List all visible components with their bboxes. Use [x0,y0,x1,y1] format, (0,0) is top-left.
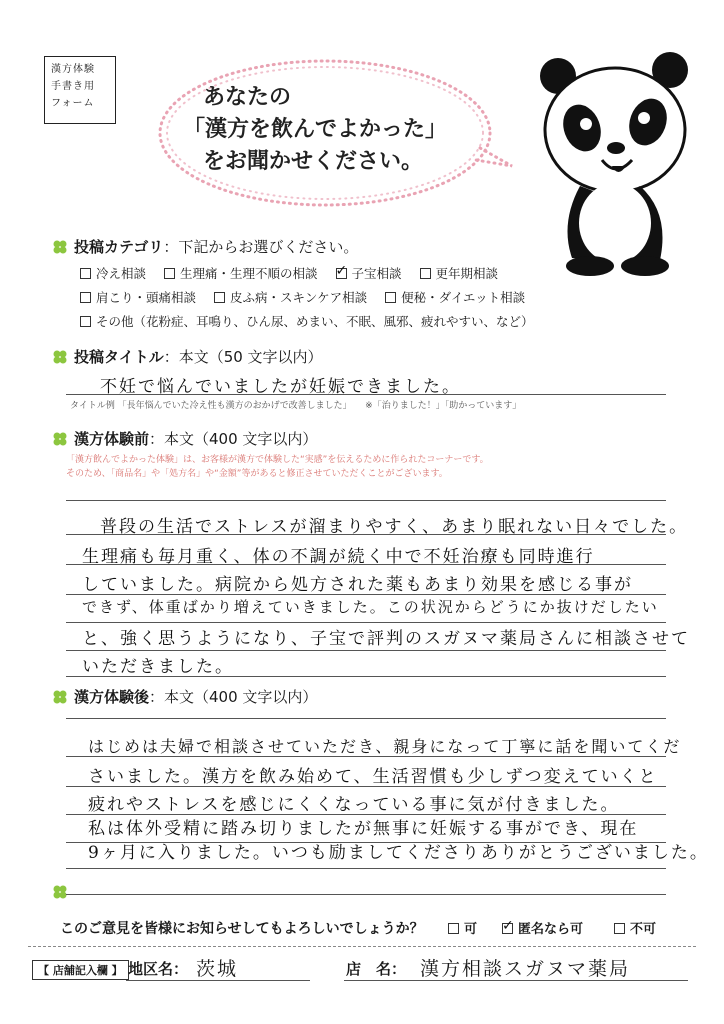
after-text-line[interactable]: 9ヶ月に入りました。いつも励ましてくださりありがとうございました。 [88,843,709,863]
title-section-title: 投稿タイトル [74,348,164,366]
store-underline [344,980,688,981]
writing-rule [66,622,666,623]
writing-rule [66,594,666,595]
form-type-label [44,56,116,124]
title-handwritten[interactable]: 不妊で悩んでいましたが妊娠できました。 [100,377,461,397]
before-note-line-1: 「漢方飲んでよかった体験」は、お客様が漢方で体験した“実感”を伝えるために作られたコーナーです。 [66,455,489,465]
writing-rule [66,676,666,677]
category-row-1 [80,264,512,282]
checkbox-checked[interactable] [502,923,513,934]
before-text-line[interactable]: 生理痛も毎月重く、体の不調が続く中で不妊治療も同時進行 [82,547,595,567]
area-value[interactable]: 茨城 [196,958,239,980]
consent-option-no[interactable] [614,918,656,937]
header-line-3: をお聞かせください。 [203,149,424,174]
writing-rule [66,718,666,719]
writing-rule [66,786,666,787]
area-underline [126,980,310,981]
after-text-line[interactable]: はじめは夫婦で相談させていただき、親身になって丁寧に話を聞いてくだ [88,737,682,756]
before-subtitle: ：本文（400 文字以内） [149,430,318,448]
option-label: 肩こり・頭痛相談 [96,290,197,305]
writing-rule [66,500,666,501]
category-option-constipation[interactable] [385,290,525,305]
divider [28,946,696,947]
category-option-fertility[interactable] [336,266,402,281]
before-title: 漢方体験前 [74,430,150,448]
before-text-line[interactable]: できず、体重ばかり増えていきました。この状況からどうにか抜けだしたい [82,598,659,616]
option-label: 不可 [630,922,657,937]
store-name-label: 店 名： [346,960,407,978]
before-text-line[interactable]: いただきました。 [82,657,234,677]
checkbox[interactable] [614,923,625,934]
after-text-line[interactable]: さいました。漢方を飲み始めて、生活習慣も少しずつ変えていくと [88,767,658,787]
option-label: その他（花粉症、耳鳴り、ひん尿、めまい、不眠、風邪、疲れやすい、など） [96,314,534,329]
before-note-line-2: そのため、「商品名」や「処方名」や“金額”等があると修正させていただくことがございます。 [66,469,448,479]
clover-icon [52,884,68,900]
form-tag-line: フォーム [51,98,95,109]
store-name-value[interactable]: 漢方相談スガヌマ薬局 [420,958,631,980]
store-entry-label: 【 店舗記入欄 】 [32,960,129,980]
category-row-2 [80,288,539,306]
form-tag-line: 手書き用 [51,81,95,92]
form-tag-line: 漢方体験 [51,64,95,75]
option-label: 匿名なら可 [518,922,584,937]
writing-rule [66,868,666,869]
category-option-skin[interactable] [214,290,367,305]
checkbox[interactable] [420,268,431,279]
clover-icon [52,689,68,705]
clover-icon [52,239,68,255]
option-label: 皮ふ病・スキンケア相談 [230,290,368,305]
after-subtitle: ：本文（400 文字以内） [149,688,318,706]
header-line-1: あなたの [203,85,292,110]
option-label: 子宝相談 [351,266,402,281]
category-option-shoulder[interactable] [80,290,196,305]
option-label: 冷え相談 [96,266,147,281]
option-label: 可 [464,922,478,937]
title-section-subtitle: ：本文（50 文字以内） [163,348,323,366]
panda-mascot-illustration [520,48,700,278]
category-row-3 [80,312,548,330]
checkbox[interactable] [164,268,175,279]
option-label: 更年期相談 [435,266,499,281]
checkbox[interactable] [80,292,91,303]
checkbox[interactable] [214,292,225,303]
checkbox[interactable] [385,292,396,303]
category-option-other[interactable] [80,314,534,329]
header-message [183,82,495,178]
writing-rule [66,756,666,757]
category-heading [52,236,358,257]
writing-rule [66,650,666,651]
writing-rule [66,564,666,565]
after-text-line[interactable]: 疲れやストレスを感じにくくなっている事に気が付きました。 [88,795,620,815]
category-subtitle: ：下記からお選びください。 [163,238,359,256]
option-label: 便秘・ダイエット相談 [401,290,526,305]
before-text-line[interactable]: していました。病院から処方された薬もあまり効果を感じる事が [82,575,633,595]
before-text-line[interactable]: と、強く思うようになり、子宝で評判のスガヌマ薬局さんに相談させて [82,629,690,649]
after-heading [52,686,317,707]
after-title: 漢方体験後 [74,688,150,706]
clover-icon [52,349,68,365]
checkbox-checked[interactable] [336,268,347,279]
before-text-line[interactable]: 普段の生活でストレスが溜まりやすく、あまり眠れない日々でした。 [100,517,689,537]
category-title: 投稿カテゴリ [74,238,164,256]
consent-option-anonymous[interactable] [502,918,583,937]
option-label: 生理痛・生理不順の相談 [180,266,318,281]
category-option-cold[interactable] [80,266,146,281]
checkbox[interactable] [448,923,459,934]
consent-option-yes[interactable] [448,918,477,937]
after-text-line[interactable]: 私は体外受精に踏み切りましたが無事に妊娠する事ができ、現在 [88,819,639,839]
before-heading [52,428,317,449]
writing-rule [66,534,666,535]
writing-rule [66,894,666,895]
clover-icon [52,431,68,447]
title-example-note: タイトル例 「長年悩んでいた冷え性も漢方のおかげで改善しました」 ※「治りました！」「助かっています」 [70,401,522,411]
category-option-menopause[interactable] [420,266,499,281]
checkbox[interactable] [80,268,91,279]
area-label: 地区名： [128,960,189,978]
header-line-2: 「漢方を飲んでよかった」 [183,117,448,142]
title-heading [52,346,323,367]
title-rule [66,394,666,395]
consent-question: このご意見を皆様にお知らせしてもよろしいでしょうか？ [60,921,424,937]
category-option-menstrual[interactable] [164,266,318,281]
checkbox[interactable] [80,316,91,327]
